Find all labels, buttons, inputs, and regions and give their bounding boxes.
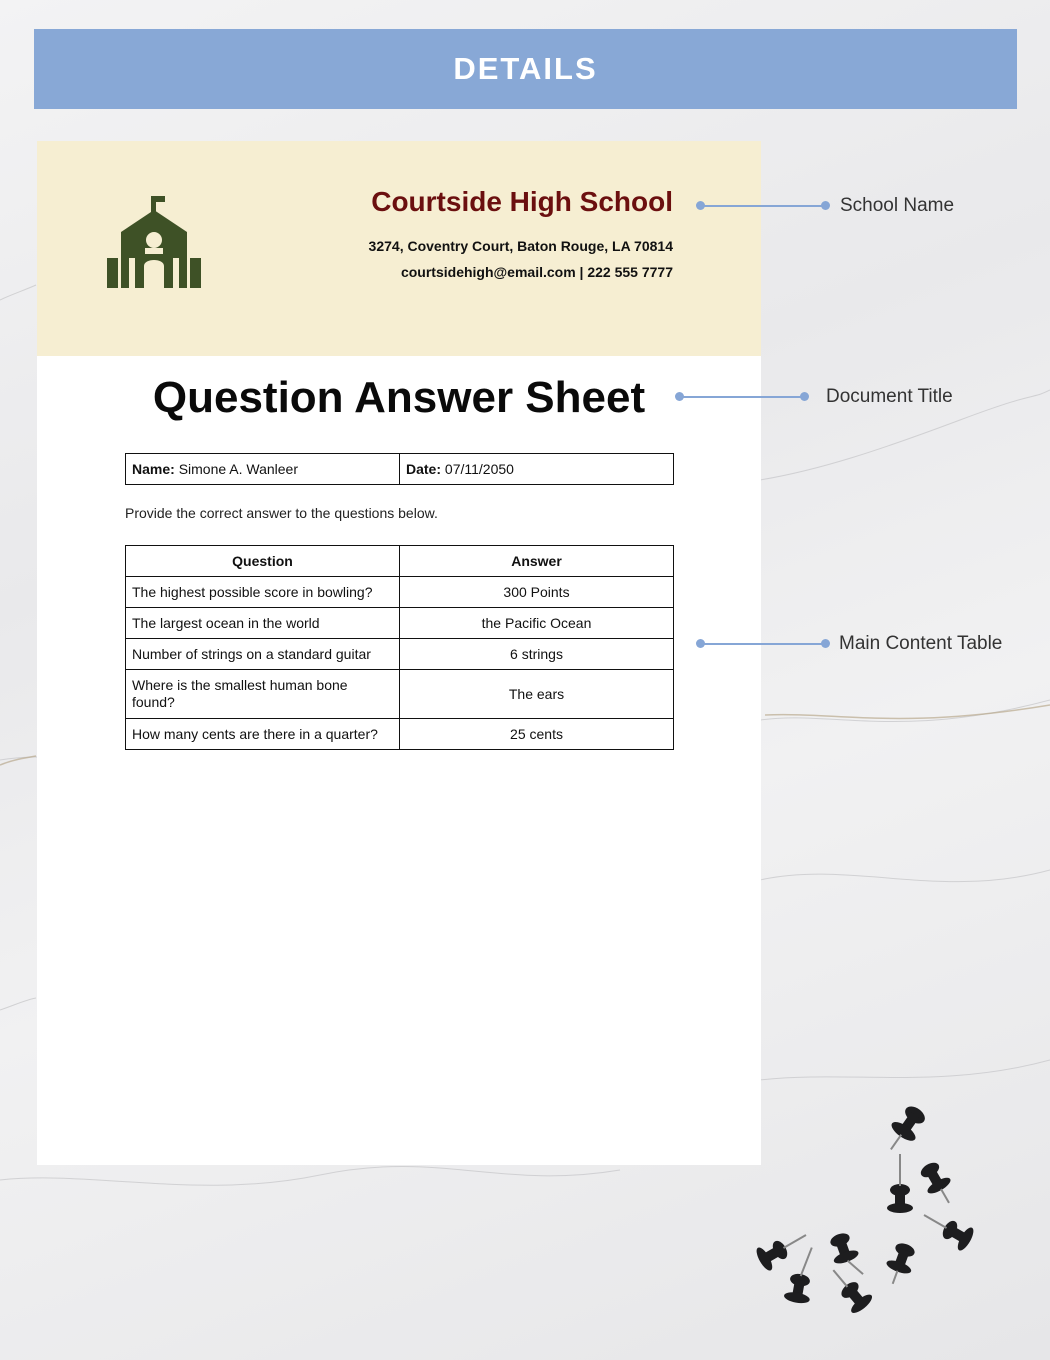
table-row bbox=[126, 670, 674, 719]
question-cell: How many cents are there in a quarter? bbox=[126, 719, 400, 750]
school-building-icon bbox=[107, 196, 201, 290]
answer-cell: The ears bbox=[400, 670, 674, 719]
answer-sheet-document bbox=[37, 141, 761, 1165]
main-table-callout-label: Main Content Table bbox=[839, 633, 1003, 654]
answer-cell: the Pacific Ocean bbox=[400, 608, 674, 639]
push-pin-icon bbox=[918, 1204, 977, 1253]
callout-line bbox=[701, 643, 825, 645]
date-cell bbox=[400, 454, 674, 485]
answer-cell: 300 Points bbox=[400, 577, 674, 608]
callout-dot bbox=[800, 392, 809, 401]
answer-cell: 25 cents bbox=[400, 719, 674, 750]
table-row bbox=[126, 608, 674, 639]
push-pin-icon bbox=[823, 1262, 874, 1316]
table-row bbox=[126, 639, 674, 670]
answer-cell: 6 strings bbox=[400, 639, 674, 670]
push-pin-icon bbox=[879, 1101, 930, 1157]
question-header: Question bbox=[126, 546, 400, 577]
callout-dot bbox=[696, 201, 705, 210]
instructions-text: Provide the correct answer to the questions below. bbox=[125, 505, 438, 521]
push-pin-icon bbox=[754, 1224, 813, 1273]
push-pins-decoration bbox=[750, 1090, 1010, 1330]
name-label: Name: bbox=[132, 461, 175, 477]
callout-dot bbox=[696, 639, 705, 648]
question-cell: The largest ocean in the world bbox=[126, 608, 400, 639]
school-name-callout-label: School Name bbox=[840, 195, 955, 216]
push-pin-icon bbox=[783, 1244, 819, 1305]
table-row bbox=[126, 577, 674, 608]
banner-title: DETAILS bbox=[453, 51, 598, 86]
question-cell: The highest possible score in bowling? bbox=[126, 577, 400, 608]
school-address: 3274, Coventry Court, Baton Rouge, LA 70814 bbox=[368, 238, 673, 254]
name-cell bbox=[126, 454, 400, 485]
push-pin-icon bbox=[880, 1240, 919, 1288]
question-cell: Where is the smallest human bone found? bbox=[126, 670, 400, 719]
callout-line bbox=[701, 205, 825, 207]
push-pin-icon bbox=[887, 1154, 913, 1213]
document-title: Question Answer Sheet bbox=[152, 373, 646, 422]
question-cell: Number of strings on a standard guitar bbox=[126, 639, 400, 670]
school-contact: courtsidehigh@email.com | 222 555 7777 bbox=[400, 264, 673, 280]
callout-dot bbox=[675, 392, 684, 401]
question-answer-table bbox=[125, 545, 674, 750]
document-title-callout-label: Document Title bbox=[826, 386, 953, 407]
school-header bbox=[37, 141, 761, 356]
callout-dot bbox=[821, 639, 830, 648]
callout-line bbox=[680, 396, 804, 398]
date-value: 07/11/2050 bbox=[444, 461, 514, 477]
date-label: Date: bbox=[406, 461, 442, 477]
student-info-table bbox=[125, 453, 674, 485]
push-pin-icon bbox=[916, 1158, 961, 1209]
callout-dot bbox=[821, 201, 830, 210]
school-name: Courtside High School bbox=[371, 186, 673, 217]
name-value: Simone A. Wanleer bbox=[178, 461, 299, 477]
table-row bbox=[126, 719, 674, 750]
answer-header: Answer bbox=[400, 546, 674, 577]
push-pin-icon bbox=[826, 1230, 866, 1282]
details-banner bbox=[34, 29, 1017, 109]
